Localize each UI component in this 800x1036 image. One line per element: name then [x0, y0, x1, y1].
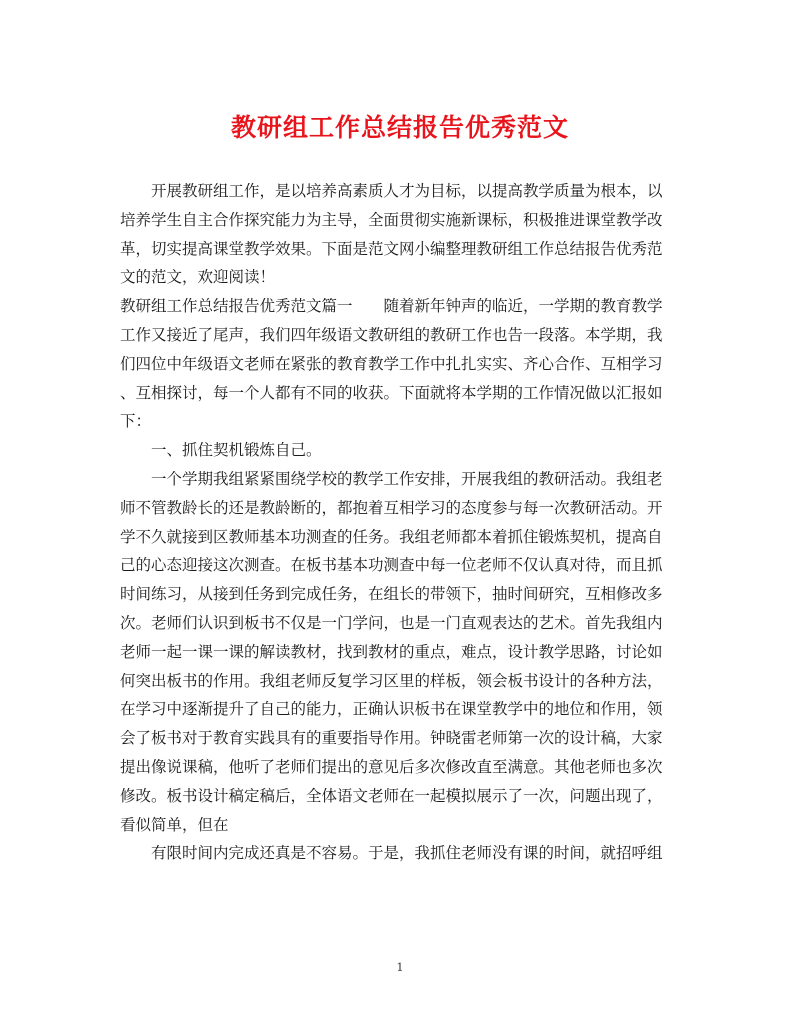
- paragraph-line: 工作又接近了尾声，我们四年级语文教研组的教研工作也告一段落。本学期，我: [120, 325, 663, 344]
- paragraph-line: 教研组工作总结报告优秀范文篇一 随着新年钟声的临近，一学期的教育教学: [120, 297, 663, 316]
- section-heading: 一、抓住契机锻炼自己。: [151, 441, 322, 460]
- paragraph-line: 一个学期我组紧紧围绕学校的教学工作安排，开展我组的教研活动。我组老: [151, 469, 663, 488]
- paragraph-line: 时间练习，从接到任务到完成任务，在组长的带领下，抽时间研究，互相修改多: [120, 585, 663, 604]
- page-title: 教研组工作总结报告优秀范文: [230, 113, 569, 142]
- paragraph-line: 开展教研组工作，是以培养高素质人才为目标，以提高教学质量为根本，以: [151, 182, 663, 200]
- body-text: [120, 177, 686, 868]
- paragraph-line: 修改。板书设计稿定稿后，全体语文老师在一起模拟展示了一次，问题出现了，: [120, 786, 663, 805]
- paragraph-line: 学不久就接到区教师基本功测查的任务。我组老师都本着抓住锻炼契机，提高自: [120, 527, 663, 546]
- paragraph-line: 培养学生自主合作探究能力为主导，全面贯彻实施新课标，积极推进课堂教学改: [120, 210, 663, 229]
- paragraph-line: 师不管教龄长的还是教龄断的，都抱着互相学习的态度参与每一次教研活动。开: [120, 498, 663, 517]
- paragraph-line: 革，切实提高课堂教学效果。下面是范文网小编整理教研组工作总结报告优秀范: [120, 239, 663, 258]
- paragraph-line: 何突出板书的作用。我组老师反复学习区里的样板，领会板书设计的各种方法，: [120, 671, 663, 690]
- paragraph-line: 有限时间内完成还真是不容易。于是，我抓住老师没有课的时间，就招呼组: [151, 844, 663, 863]
- paragraph-line: 次。老师们认识到板书不仅是一门学问，也是一门直观表达的艺术。首先我组内: [120, 613, 663, 632]
- paragraph-line: 看似简单，但在: [120, 815, 229, 834]
- paragraph-line: 们四位中年级语文老师在紧张的教育教学工作中扎扎实实、齐心合作、互相学习: [120, 354, 663, 373]
- paragraph-line: 提出像说课稿，他听了老师们提出的意见后多次修改直至满意。其他老师也多次: [120, 757, 663, 776]
- paragraph-line: 下：: [120, 412, 152, 431]
- paragraph-line: 己的心态迎接这次测查。在板书基本功测查中每一位老师不仅认真对待，而且抓: [120, 556, 663, 575]
- paragraph-line: 老师一起一课一课的解读教材，找到教材的重点，难点，设计教学思路，讨论如: [120, 642, 663, 661]
- paragraph-line: 会了板书对于教育实践具有的重要指导作用。钟晓雷老师第一次的设计稿，大家: [120, 729, 663, 748]
- page-number: 1: [396, 961, 404, 974]
- paragraph-line: 在学习中逐渐提升了自己的能力，正确认识板书在课堂教学中的地位和作用，领: [120, 700, 663, 719]
- paragraph-line: 文的范文，欢迎阅读！: [120, 268, 276, 287]
- paragraph-line: 、互相探讨，每一个人都有不同的收获。下面就将本学期的工作情况做以汇报如: [120, 383, 663, 402]
